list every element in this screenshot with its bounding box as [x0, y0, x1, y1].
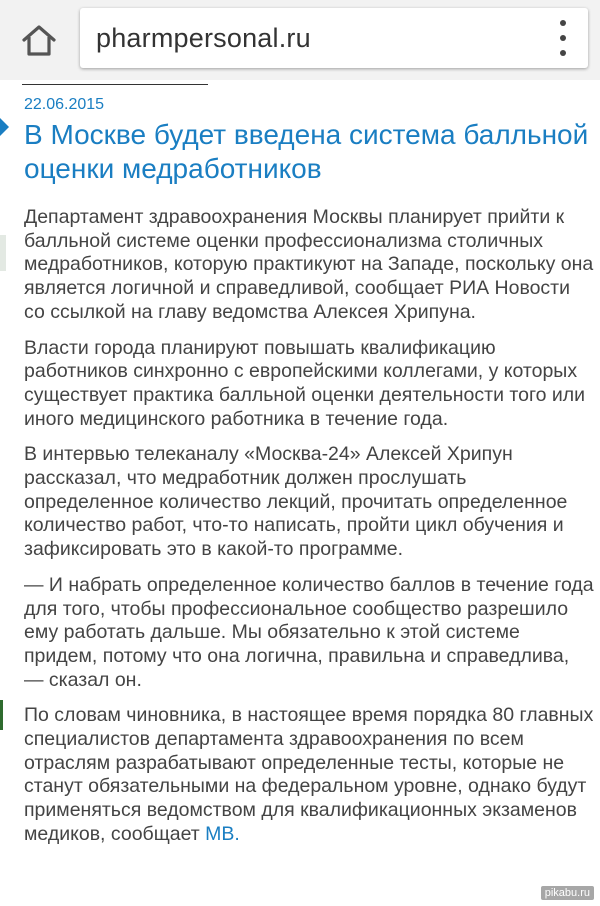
article-date: 22.06.2015: [24, 96, 105, 113]
article-paragraph: Власти города планируют повышать квалификацию работников синхронно с европейскими коллегами, у которых существует практика балльной оценки деятельности того или иного медицинского работника в течение года.: [24, 336, 586, 430]
article-title[interactable]: В Москве будет введена система балльной оценки медработников: [24, 119, 589, 184]
left-edge-decoration: [0, 700, 3, 730]
more-vert-icon[interactable]: [556, 20, 570, 56]
article-paragraph: В интервью телеканалу «Москва-24» Алексей Хрипун рассказал, что медработник должен прослушать определенное количество лекций, прочитать определенное количество работ, что-то написать, пройти цикл обучения и зафиксировать это в какой-то программе.: [24, 443, 568, 561]
browser-toolbar: [0, 0, 600, 80]
article-paragraph: Департамент здравоохранения Москвы планирует прийти к балльной системе оценки профессионализма столичных медработников, которую практикуют на Западе, поскольку она является логичной и справедливой, сообщает РИА Новости со ссылкой на главу ведомства Алексея Хрипуна.: [24, 206, 594, 323]
address-bar[interactable]: [80, 8, 588, 68]
left-arrow-marker: [0, 118, 9, 136]
watermark: pikabu.ru: [541, 886, 594, 900]
article-paragraph-text: По словам чиновника, в настоящее время порядка 80 главных специалистов департамента здравоохранения по всем отраслям разрабатывают определенные тесты, которые не станут обязательными на федеральном уровне, однако будут применяться ведомством для квалификационных экзаменов медиков, сообщает: [24, 704, 594, 845]
url-text: pharmpersonal.ru: [96, 23, 311, 53]
article-paragraph: [24, 704, 594, 846]
source-link[interactable]: MB.: [205, 822, 240, 845]
home-button[interactable]: [18, 20, 60, 60]
header-divider: [22, 84, 208, 85]
home-icon: [20, 23, 58, 57]
article-paragraph: — И набрать определенное количество баллов в течение года для того, чтобы профессиональное сообщество разрешило ему работать дальше. Мы обязательно к этой системе придем, потому что она логична, правильна и справедлива, — сказал он.: [24, 573, 594, 691]
article: [24, 96, 594, 859]
left-edge-decoration: [0, 235, 6, 271]
